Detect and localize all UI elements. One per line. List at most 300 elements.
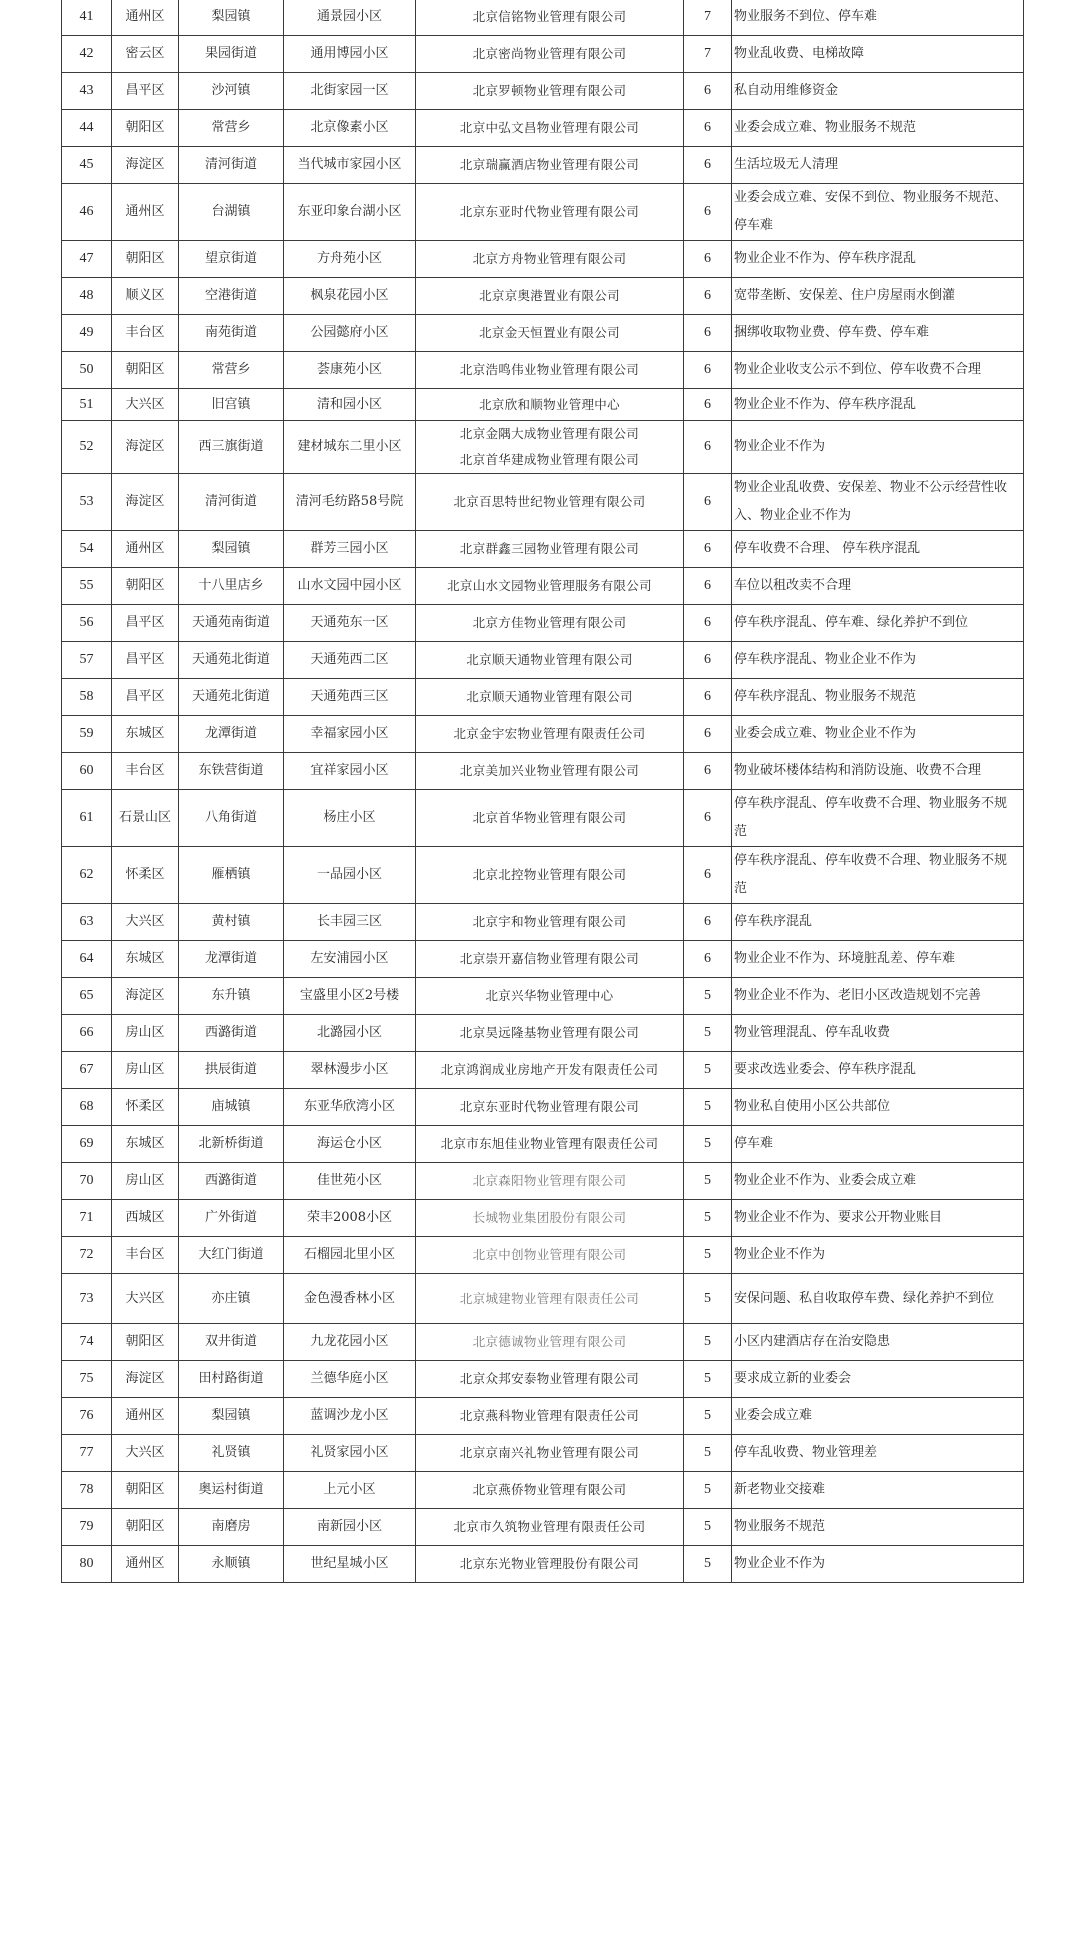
company-cell: [416, 790, 684, 847]
district-cell: 朝阳区: [112, 241, 179, 278]
street-cell: 清河街道: [179, 147, 284, 184]
row-number: 60: [62, 753, 112, 790]
company-name: 北京顺天通物业管理有限公司: [466, 652, 633, 667]
row-number: 75: [62, 1361, 112, 1398]
street-cell: 庙城镇: [179, 1089, 284, 1126]
company-cell: [416, 1509, 684, 1546]
issue-cell: 停车秩序混乱、停车收费不合理、物业服务不规范: [732, 790, 1024, 847]
row-number: 47: [62, 241, 112, 278]
row-number: 69: [62, 1126, 112, 1163]
row-number: 55: [62, 568, 112, 605]
row-number: 67: [62, 1052, 112, 1089]
table-row: [62, 1472, 1024, 1509]
row-number: 51: [62, 389, 112, 421]
complaint-count-cell: 5: [684, 1015, 732, 1052]
table-row: [62, 147, 1024, 184]
row-number: 42: [62, 36, 112, 73]
community-cell: 宜祥家园小区: [284, 753, 416, 790]
company-cell: [416, 474, 684, 531]
complaint-count-cell: 5: [684, 1361, 732, 1398]
street-cell: 龙潭街道: [179, 941, 284, 978]
issue-cell: 新老物业交接难: [732, 1472, 1024, 1509]
community-cell: 兰德华庭小区: [284, 1361, 416, 1398]
company-cell: [416, 0, 684, 36]
company-cell: [416, 352, 684, 389]
complaint-count-cell: 5: [684, 1126, 732, 1163]
complaint-count-cell: 5: [684, 1509, 732, 1546]
company-cell: [416, 278, 684, 315]
complaint-count-cell: 6: [684, 421, 732, 474]
table-row: [62, 531, 1024, 568]
district-cell: 东城区: [112, 716, 179, 753]
issue-cell: 业委会成立难、物业服务不规范: [732, 110, 1024, 147]
company-cell: [416, 568, 684, 605]
row-number: 50: [62, 352, 112, 389]
district-cell: 顺义区: [112, 278, 179, 315]
issue-cell: 停车秩序混乱: [732, 904, 1024, 941]
company-cell: [416, 531, 684, 568]
company-name: 北京北控物业管理有限公司: [472, 867, 627, 882]
row-number: 45: [62, 147, 112, 184]
district-cell: 昌平区: [112, 642, 179, 679]
row-number: 56: [62, 605, 112, 642]
community-cell: 南新园小区: [284, 1509, 416, 1546]
community-cell: 左安浦园小区: [284, 941, 416, 978]
table-row: [62, 110, 1024, 147]
company-name: 北京东亚时代物业管理有限公司: [459, 1099, 640, 1114]
company-cell: [416, 1546, 684, 1583]
complaint-count-cell: 5: [684, 1052, 732, 1089]
company-cell: [416, 1052, 684, 1089]
district-cell: 东城区: [112, 941, 179, 978]
district-cell: 昌平区: [112, 605, 179, 642]
row-number: 66: [62, 1015, 112, 1052]
row-number: 43: [62, 73, 112, 110]
street-cell: 常营乡: [179, 110, 284, 147]
issue-cell: 物业企业不作为: [732, 1237, 1024, 1274]
complaint-count-cell: 6: [684, 790, 732, 847]
district-cell: 石景山区: [112, 790, 179, 847]
district-cell: 海淀区: [112, 421, 179, 474]
district-cell: 房山区: [112, 1052, 179, 1089]
company-name: 北京方佳物业管理有限公司: [472, 615, 627, 630]
company-name: 北京崇开嘉信物业管理有限公司: [459, 951, 640, 966]
district-cell: 海淀区: [112, 474, 179, 531]
community-cell: 佳世苑小区: [284, 1163, 416, 1200]
table-row: [62, 716, 1024, 753]
issue-cell: 物业企业不作为、业委会成立难: [732, 1163, 1024, 1200]
street-cell: 北新桥街道: [179, 1126, 284, 1163]
company-name: 北京浩鸣伟业物业管理有限公司: [459, 362, 640, 377]
company-cell: [416, 642, 684, 679]
district-cell: 通州区: [112, 0, 179, 36]
row-number: 62: [62, 847, 112, 904]
issue-cell: 车位以租改卖不合理: [732, 568, 1024, 605]
company-name: 北京金隅大成物业管理有限公司: [459, 426, 640, 441]
complaint-count-cell: 6: [684, 716, 732, 753]
issue-cell: 私自动用维修资金: [732, 73, 1024, 110]
issue-cell: 物业私自使用小区公共部位: [732, 1089, 1024, 1126]
community-cell: 方舟苑小区: [284, 241, 416, 278]
table-row: [62, 978, 1024, 1015]
complaint-table: [61, 0, 1024, 1583]
table-row: [62, 73, 1024, 110]
company-name: 北京密尚物业管理有限公司: [472, 46, 627, 61]
table-row: [62, 1089, 1024, 1126]
community-cell: 山水文园中园小区: [284, 568, 416, 605]
company-cell: [416, 1398, 684, 1435]
complaint-count-cell: 7: [684, 0, 732, 36]
district-cell: 通州区: [112, 1546, 179, 1583]
community-cell: 清河毛纺路58号院: [284, 474, 416, 531]
company-cell: [416, 1126, 684, 1163]
street-cell: 梨园镇: [179, 531, 284, 568]
community-cell: 一品园小区: [284, 847, 416, 904]
table-row: [62, 1274, 1024, 1324]
company-cell: [416, 73, 684, 110]
street-cell: 礼贤镇: [179, 1435, 284, 1472]
company-name: 北京首华物业管理有限公司: [472, 810, 627, 825]
table-row: [62, 352, 1024, 389]
district-cell: 丰台区: [112, 315, 179, 352]
community-cell: 天通苑西二区: [284, 642, 416, 679]
issue-cell: 要求改选业委会、停车秩序混乱: [732, 1052, 1024, 1089]
company-name: 北京昊远隆基物业管理有限公司: [459, 1025, 640, 1040]
table-row: [62, 389, 1024, 421]
company-cell: [416, 716, 684, 753]
community-cell: 东亚华欣湾小区: [284, 1089, 416, 1126]
complaint-count-cell: 5: [684, 1324, 732, 1361]
issue-cell: 物业管理混乱、停车乱收费: [732, 1015, 1024, 1052]
district-cell: 朝阳区: [112, 352, 179, 389]
issue-cell: 停车秩序混乱、物业服务不规范: [732, 679, 1024, 716]
street-cell: 天通苑北街道: [179, 679, 284, 716]
district-cell: 丰台区: [112, 1237, 179, 1274]
complaint-count-cell: 6: [684, 904, 732, 941]
row-number: 78: [62, 1472, 112, 1509]
street-cell: 沙河镇: [179, 73, 284, 110]
street-cell: 东铁营街道: [179, 753, 284, 790]
company-name: 长城物业集团股份有限公司: [472, 1210, 627, 1225]
street-cell: 清河街道: [179, 474, 284, 531]
row-number: 79: [62, 1509, 112, 1546]
complaint-count-cell: 6: [684, 941, 732, 978]
complaint-count-cell: 6: [684, 315, 732, 352]
district-cell: 通州区: [112, 1398, 179, 1435]
community-cell: 北京像素小区: [284, 110, 416, 147]
complaint-count-cell: 5: [684, 1398, 732, 1435]
row-number: 71: [62, 1200, 112, 1237]
district-cell: 朝阳区: [112, 110, 179, 147]
complaint-count-cell: 5: [684, 1274, 732, 1324]
company-cell: [416, 110, 684, 147]
table-row: [62, 642, 1024, 679]
district-cell: 朝阳区: [112, 1509, 179, 1546]
row-number: 74: [62, 1324, 112, 1361]
district-cell: 海淀区: [112, 147, 179, 184]
table-row: [62, 753, 1024, 790]
issue-cell: 停车难: [732, 1126, 1024, 1163]
complaint-count-cell: 6: [684, 642, 732, 679]
issue-cell: 捆绑收取物业费、停车费、停车难: [732, 315, 1024, 352]
row-number: 59: [62, 716, 112, 753]
issue-cell: 生活垃圾无人清理: [732, 147, 1024, 184]
complaint-count-cell: 5: [684, 1435, 732, 1472]
table-row: [62, 1126, 1024, 1163]
company-name: 北京方舟物业管理有限公司: [472, 251, 627, 266]
community-cell: 长丰园三区: [284, 904, 416, 941]
complaint-count-cell: 5: [684, 1163, 732, 1200]
issue-cell: 要求成立新的业委会: [732, 1361, 1024, 1398]
company-name: 北京燕侨物业管理有限公司: [472, 1482, 627, 1497]
company-name: 北京众邦安泰物业管理有限公司: [459, 1371, 640, 1386]
street-cell: 八角街道: [179, 790, 284, 847]
company-name: 北京兴华物业管理中心: [485, 988, 614, 1003]
community-cell: 北街家园一区: [284, 73, 416, 110]
company-cell: [416, 36, 684, 73]
table-row: [62, 1546, 1024, 1583]
company-name: 北京欣和顺物业管理中心: [479, 396, 620, 412]
table-row: [62, 1398, 1024, 1435]
complaint-count-cell: 5: [684, 1472, 732, 1509]
issue-cell: 业委会成立难、物业企业不作为: [732, 716, 1024, 753]
company-name: 北京城建物业管理有限责任公司: [459, 1290, 640, 1306]
complaint-count-cell: 5: [684, 1546, 732, 1583]
row-number: 65: [62, 978, 112, 1015]
street-cell: 黄村镇: [179, 904, 284, 941]
complaint-count-cell: 6: [684, 73, 732, 110]
table-row: [62, 605, 1024, 642]
district-cell: 昌平区: [112, 679, 179, 716]
company-cell: [416, 941, 684, 978]
issue-cell: 安保问题、私自收取停车费、绿化养护不到位: [732, 1274, 1024, 1324]
street-cell: 西三旗街道: [179, 421, 284, 474]
street-cell: 永顺镇: [179, 1546, 284, 1583]
street-cell: 南磨房: [179, 1509, 284, 1546]
district-cell: 大兴区: [112, 1435, 179, 1472]
district-cell: 朝阳区: [112, 568, 179, 605]
street-cell: 旧宫镇: [179, 389, 284, 421]
district-cell: 怀柔区: [112, 1089, 179, 1126]
issue-cell: 业委会成立难、安保不到位、物业服务不规范、停车难: [732, 184, 1024, 241]
complaint-count-cell: 6: [684, 847, 732, 904]
community-cell: 北潞园小区: [284, 1015, 416, 1052]
community-cell: 宝盛里小区2号楼: [284, 978, 416, 1015]
street-cell: 天通苑南街道: [179, 605, 284, 642]
company-cell: [416, 147, 684, 184]
company-name: 北京森阳物业管理有限公司: [472, 1173, 627, 1188]
community-cell: 当代城市家园小区: [284, 147, 416, 184]
table-row: [62, 474, 1024, 531]
complaint-count-cell: 7: [684, 36, 732, 73]
community-cell: 世纪星城小区: [284, 1546, 416, 1583]
company-name: 北京美加兴业物业管理有限公司: [459, 763, 640, 778]
street-cell: 望京街道: [179, 241, 284, 278]
issue-cell: 小区内建酒店存在治安隐患: [732, 1324, 1024, 1361]
issue-cell: 停车秩序混乱、物业企业不作为: [732, 642, 1024, 679]
company-cell: [416, 978, 684, 1015]
complaint-count-cell: 5: [684, 1237, 732, 1274]
table-row: [62, 790, 1024, 847]
street-cell: 双井街道: [179, 1324, 284, 1361]
community-cell: 天通苑西三区: [284, 679, 416, 716]
district-cell: 昌平区: [112, 73, 179, 110]
community-cell: 海运仓小区: [284, 1126, 416, 1163]
company-name: 北京市久筑物业管理有限责任公司: [453, 1519, 646, 1534]
issue-cell: 物业企业乱收费、安保差、物业不公示经营性收入、物业企业不作为: [732, 474, 1024, 531]
company-cell: [416, 904, 684, 941]
company-name: 北京顺天通物业管理有限公司: [466, 689, 633, 704]
complaint-count-cell: 6: [684, 531, 732, 568]
issue-cell: 业委会成立难: [732, 1398, 1024, 1435]
community-cell: 蓝调沙龙小区: [284, 1398, 416, 1435]
row-number: 57: [62, 642, 112, 679]
issue-cell: 物业服务不规范: [732, 1509, 1024, 1546]
issue-cell: 物业企业不作为、老旧小区改造规划不完善: [732, 978, 1024, 1015]
row-number: 64: [62, 941, 112, 978]
company-name: 北京京奥港置业有限公司: [479, 288, 620, 303]
company-cell: [416, 241, 684, 278]
district-cell: 大兴区: [112, 904, 179, 941]
table-row: [62, 1237, 1024, 1274]
table-row: [62, 847, 1024, 904]
row-number: 44: [62, 110, 112, 147]
complaint-count-cell: 6: [684, 568, 732, 605]
street-cell: 空港街道: [179, 278, 284, 315]
street-cell: 天通苑北街道: [179, 642, 284, 679]
table-row: [62, 421, 1024, 474]
street-cell: 常营乡: [179, 352, 284, 389]
company-name: 北京东亚时代物业管理有限公司: [459, 204, 640, 219]
table-row: [62, 36, 1024, 73]
company-cell: [416, 315, 684, 352]
company-name: 北京百思特世纪物业管理有限公司: [453, 494, 646, 509]
community-cell: 荟康苑小区: [284, 352, 416, 389]
issue-cell: 物业破坏楼体结构和消防设施、收费不合理: [732, 753, 1024, 790]
complaint-count-cell: 5: [684, 978, 732, 1015]
row-number: 49: [62, 315, 112, 352]
community-cell: 上元小区: [284, 1472, 416, 1509]
company-cell: [416, 1274, 684, 1324]
street-cell: 梨园镇: [179, 1398, 284, 1435]
company-cell: [416, 847, 684, 904]
row-number: 68: [62, 1089, 112, 1126]
issue-cell: 物业企业不作为: [732, 421, 1024, 474]
row-number: 48: [62, 278, 112, 315]
issue-cell: 物业企业不作为、停车秩序混乱: [732, 389, 1024, 421]
company-name: 北京瑞赢酒店物业管理有限公司: [459, 157, 640, 172]
company-name: 北京鸿润成业房地产开发有限责任公司: [440, 1062, 659, 1077]
company-name: 北京首华建成物业管理有限公司: [459, 452, 640, 467]
community-cell: 九龙花园小区: [284, 1324, 416, 1361]
company-name: 北京德诚物业管理有限公司: [472, 1334, 627, 1349]
company-name: 北京中弘文昌物业管理有限公司: [459, 120, 640, 135]
community-cell: 清和园小区: [284, 389, 416, 421]
table-row: [62, 1509, 1024, 1546]
community-cell: 天通苑东一区: [284, 605, 416, 642]
company-name: 北京罗顿物业管理有限公司: [472, 83, 627, 98]
row-number: 73: [62, 1274, 112, 1324]
row-number: 52: [62, 421, 112, 474]
table-row: [62, 904, 1024, 941]
table-row: [62, 184, 1024, 241]
company-cell: [416, 1015, 684, 1052]
community-cell: 公园懿府小区: [284, 315, 416, 352]
table-body: [62, 0, 1024, 1583]
street-cell: 龙潭街道: [179, 716, 284, 753]
company-name: 北京东光物业管理股份有限公司: [459, 1556, 640, 1571]
street-cell: 广外街道: [179, 1200, 284, 1237]
table-row: [62, 679, 1024, 716]
issue-cell: 停车秩序混乱、停车难、绿化养护不到位: [732, 605, 1024, 642]
table-row: [62, 278, 1024, 315]
issue-cell: 物业企业收支公示不到位、停车收费不合理: [732, 352, 1024, 389]
company-cell: [416, 1361, 684, 1398]
street-cell: 亦庄镇: [179, 1274, 284, 1324]
community-cell: 杨庄小区: [284, 790, 416, 847]
street-cell: 西潞街道: [179, 1015, 284, 1052]
table-row: [62, 568, 1024, 605]
street-cell: 果园街道: [179, 36, 284, 73]
district-cell: 西城区: [112, 1200, 179, 1237]
district-cell: 房山区: [112, 1015, 179, 1052]
community-cell: 翠林漫步小区: [284, 1052, 416, 1089]
community-cell: 群芳三园小区: [284, 531, 416, 568]
table-row: [62, 1435, 1024, 1472]
district-cell: 东城区: [112, 1126, 179, 1163]
district-cell: 通州区: [112, 531, 179, 568]
company-name: 北京山水文园物业管理服务有限公司: [447, 578, 652, 593]
table-row: [62, 1052, 1024, 1089]
district-cell: 大兴区: [112, 389, 179, 421]
issue-cell: 宽带垄断、安保差、住户房屋雨水倒灌: [732, 278, 1024, 315]
row-number: 80: [62, 1546, 112, 1583]
company-name: 北京信铭物业管理有限公司: [472, 9, 627, 24]
row-number: 77: [62, 1435, 112, 1472]
complaint-count-cell: 6: [684, 352, 732, 389]
complaint-count-cell: 5: [684, 1089, 732, 1126]
community-cell: 建材城东二里小区: [284, 421, 416, 474]
community-cell: 东亚印象台湖小区: [284, 184, 416, 241]
company-name: 北京市东旭佳业物业管理有限责任公司: [440, 1136, 659, 1151]
company-cell: [416, 1089, 684, 1126]
issue-cell: 物业企业不作为、要求公开物业账目: [732, 1200, 1024, 1237]
community-cell: 石榴园北里小区: [284, 1237, 416, 1274]
complaint-count-cell: 6: [684, 753, 732, 790]
company-cell: [416, 421, 684, 474]
community-cell: 金色漫香林小区: [284, 1274, 416, 1324]
row-number: 72: [62, 1237, 112, 1274]
table-row: [62, 941, 1024, 978]
complaint-count-cell: 6: [684, 147, 732, 184]
street-cell: 东升镇: [179, 978, 284, 1015]
table-row: [62, 1200, 1024, 1237]
company-name: 北京中创物业管理有限公司: [472, 1247, 627, 1262]
issue-cell: 停车秩序混乱、停车收费不合理、物业服务不规范: [732, 847, 1024, 904]
issue-cell: 物业企业不作为、停车秩序混乱: [732, 241, 1024, 278]
company-name: 北京燕科物业管理有限责任公司: [459, 1408, 640, 1423]
district-cell: 海淀区: [112, 978, 179, 1015]
company-cell: [416, 679, 684, 716]
company-name: 北京宇和物业管理有限公司: [472, 914, 627, 929]
complaint-count-cell: 6: [684, 184, 732, 241]
street-cell: 南苑街道: [179, 315, 284, 352]
complaint-count-cell: 6: [684, 474, 732, 531]
company-cell: [416, 753, 684, 790]
street-cell: 田村路街道: [179, 1361, 284, 1398]
row-number: 58: [62, 679, 112, 716]
company-name: 北京金宇宏物业管理有限责任公司: [453, 726, 646, 741]
